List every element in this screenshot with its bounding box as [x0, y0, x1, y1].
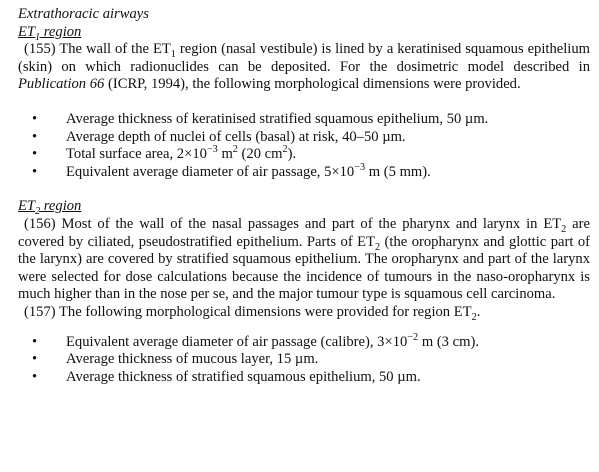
et1-heading: $ET_1$ region	[18, 23, 82, 43]
bullet-icon: •	[32, 368, 38, 385]
paragraph-157: (157) The following morphological dimensions were provided for region $ET_2$.	[24, 303, 481, 323]
paragraph-155: (155) The wall of the $ET_1$ region (nasal vestibule) is lined by a keratinised squamous epithelium (skin) on which radionuclides can be deposited. For the dosimetric model described in Publication 66 (ICRP, 1994), the following morphological dimensions were provided.	[18, 41, 590, 93]
et2-bullet-list	[18, 331, 590, 387]
paragraph-156: (156) Most of the wall of the nasal passages and part of the pharynx and larynx in $ET_2$ are covered by ciliated, pseudostratified epithelium. Parts of $ET_2$ (the oropharynx and glottic part of the larynx) are covered by stratified squamous epithelium. The oropharynx and part of the larynx were selected for dose calculations because the incidence of tumours in the naso-oropharynx is much higher than in the nose per se, and the major tumour type is squamous cell carcinoma.	[18, 215, 590, 303]
document-page	[18, 6, 590, 386]
et2-heading: $ET_2$ region	[18, 198, 82, 218]
section-title: Extrathoracic airways	[18, 6, 149, 22]
bullet-icon: •	[32, 333, 38, 350]
list-item: • Average thickness of keratinised stratified squamous epithelium, 50 µm.	[32, 110, 489, 127]
bullet-icon: •	[32, 351, 38, 368]
bullet-icon: •	[32, 110, 38, 127]
et1-bullet-list	[18, 111, 590, 181]
bullet-icon: •	[32, 128, 38, 145]
list-item: • Average thickness of stratified squamous epithelium, 50 µm.	[32, 368, 421, 385]
bullet-icon: •	[32, 146, 38, 163]
list-item: • Equivalent average diameter of air passage (calibre), $3\times 10^{-2}$ m (3 cm).	[32, 331, 479, 350]
list-item: • Equivalent average diameter of air passage, $5\times 10^{-3}$ m (5 mm).	[32, 161, 431, 180]
bullet-icon: •	[32, 163, 38, 180]
list-item: • Average thickness of mucous layer, 15 µm.	[32, 351, 319, 368]
list-item: • Total surface area, $2\times 10^{-3}$ $m^2$ (20 $cm^2$).	[32, 144, 297, 163]
list-item: • Average depth of nuclei of cells (basal) at risk, 40–50 µm.	[32, 128, 406, 145]
